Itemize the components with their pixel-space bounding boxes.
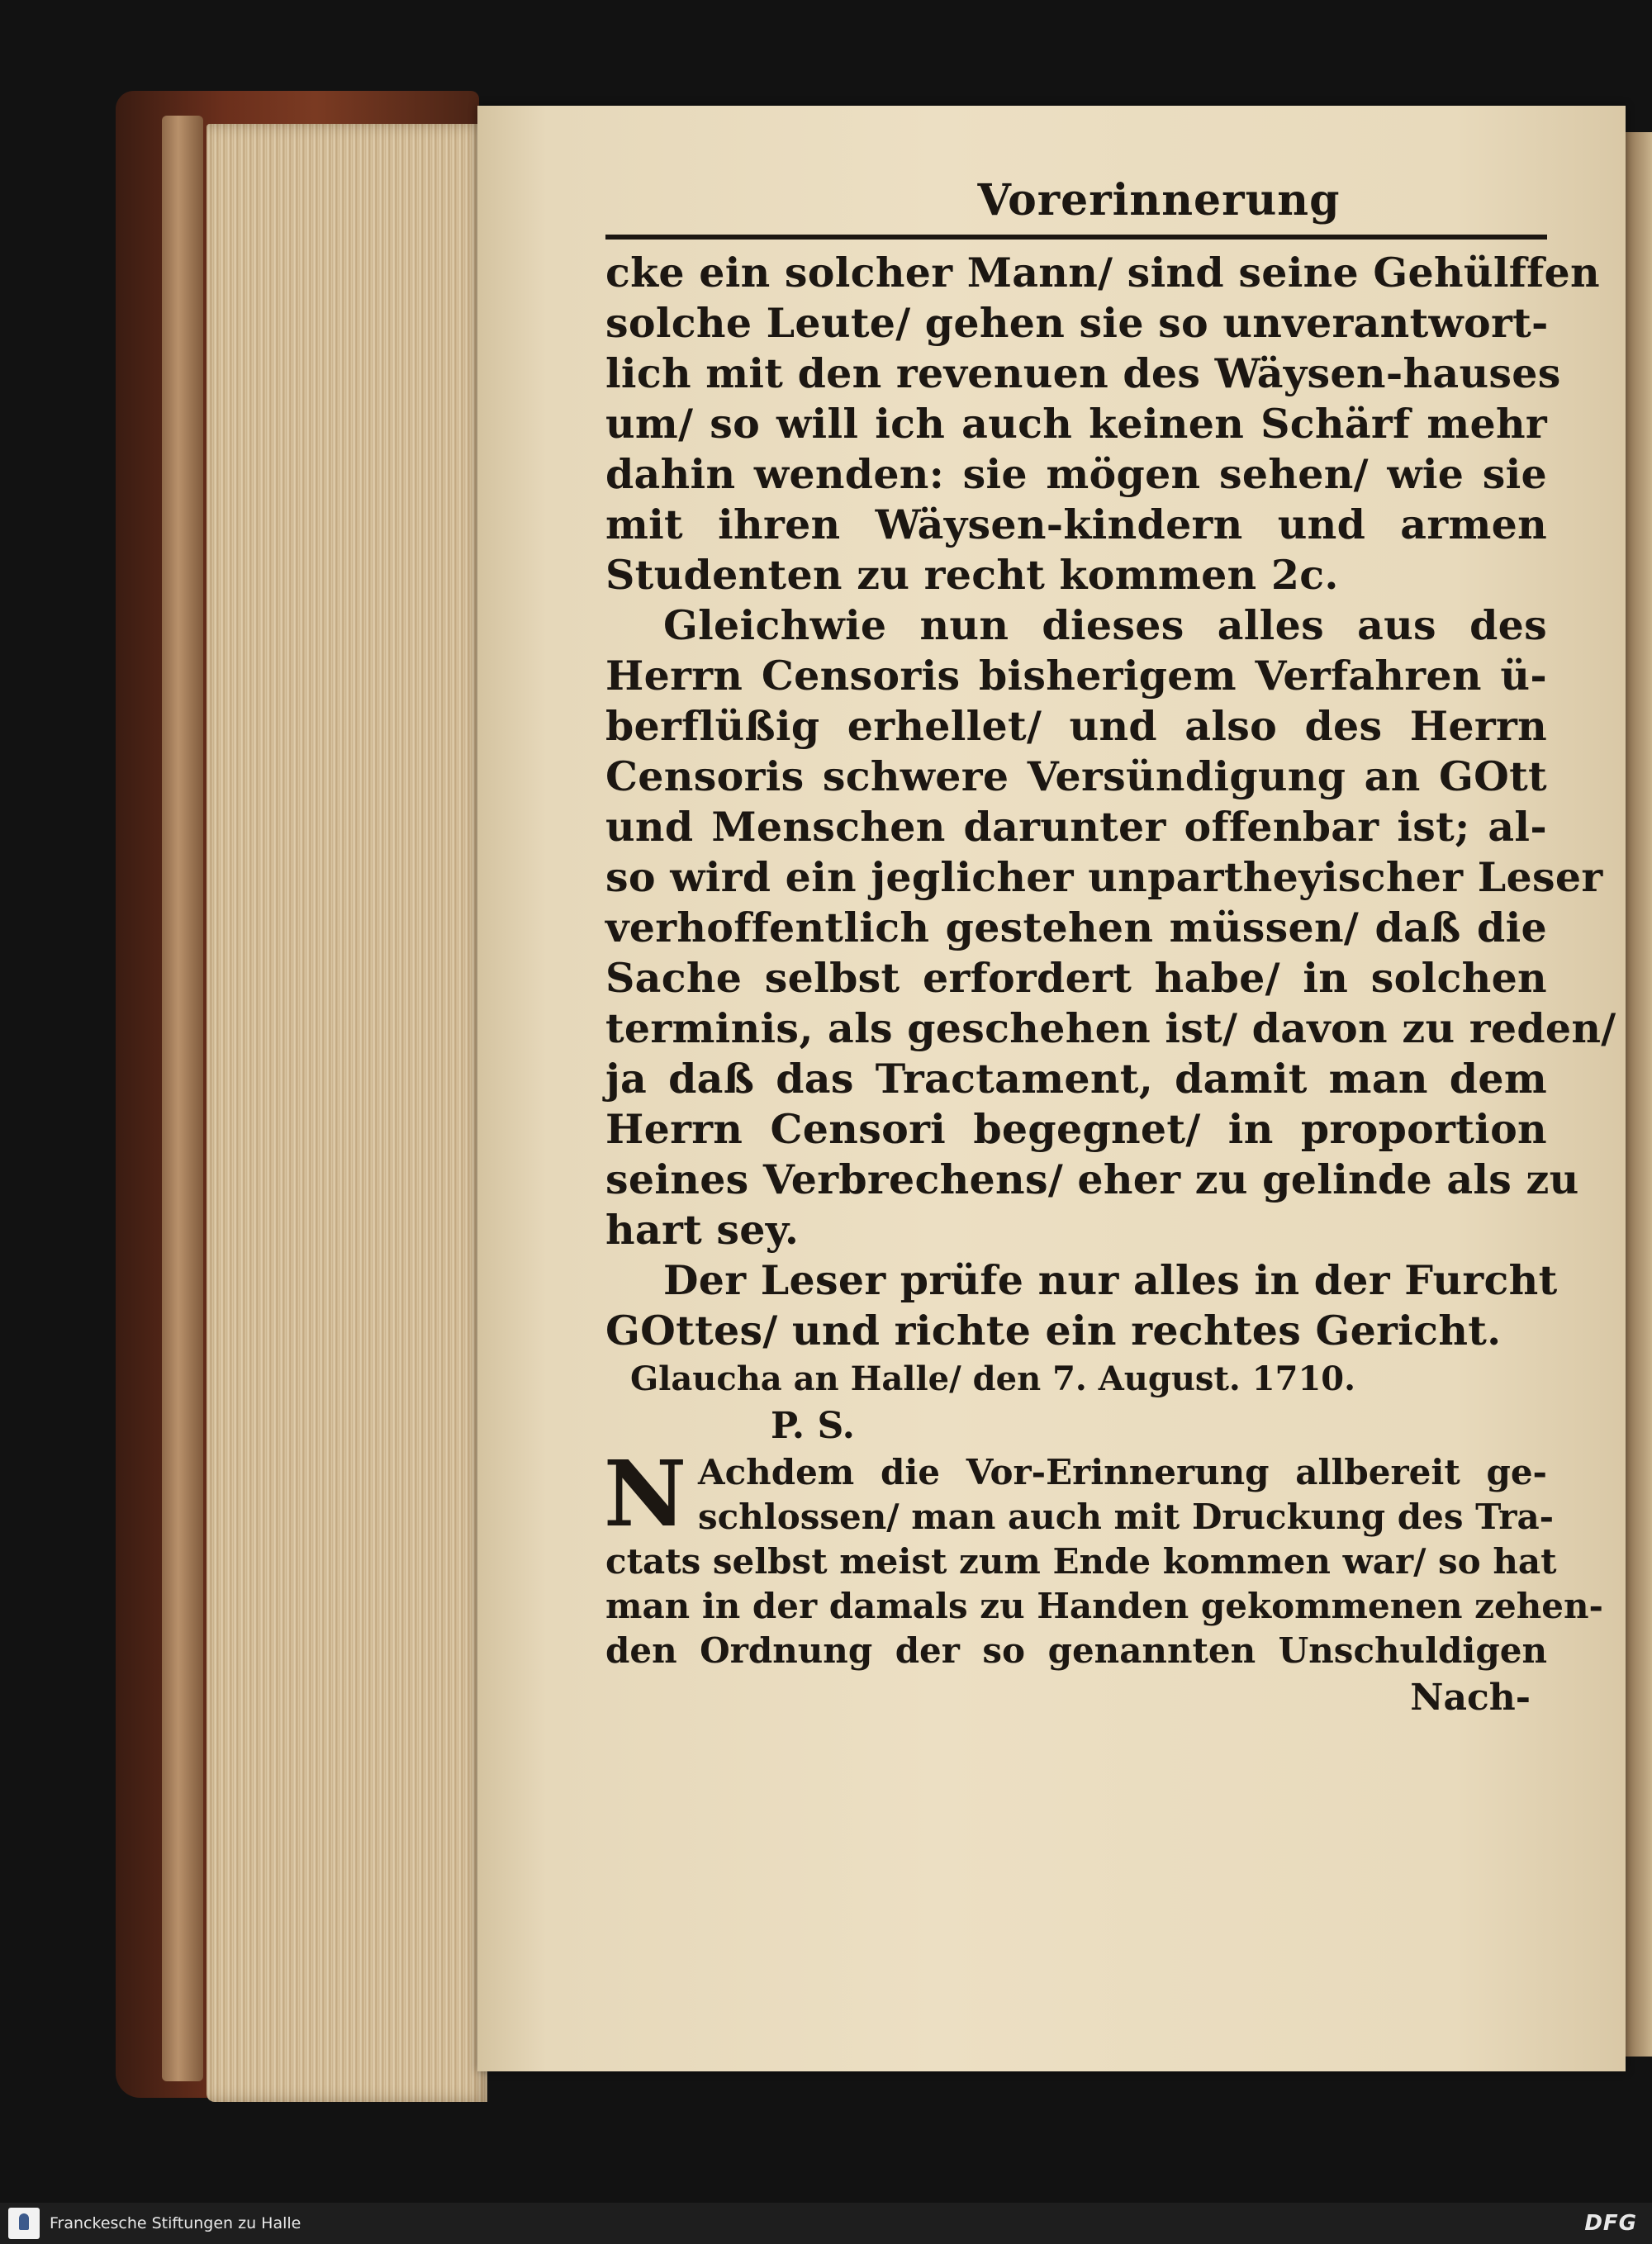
body-line: Herrn Censori begegnet/ in proportion xyxy=(605,1105,1547,1153)
body-line: Censoris schwere Versündigung an GOtt xyxy=(605,752,1547,800)
postscript-line: den Ordnung der so genannten Unschuldigen xyxy=(605,1630,1547,1671)
catchword: Nach- xyxy=(1410,1677,1531,1719)
body-line: dahin wenden: sie mögen sehen/ wie sie xyxy=(605,450,1547,498)
page-edges xyxy=(206,124,487,2102)
drop-cap: N xyxy=(603,1440,687,1547)
footer-bar xyxy=(0,2203,1652,2244)
body-line: solche Leute/ gehen sie so unverantwort- xyxy=(605,299,1549,347)
body-line: mit ihren Wäysen-kindern und armen xyxy=(605,501,1547,548)
body-line: um/ so will ich auch keinen Schärf mehr xyxy=(605,400,1547,448)
postscript-line: man in der damals zu Handen gekommenen zehen- xyxy=(605,1586,1603,1626)
body-line: Gleichwie nun dieses alles aus des xyxy=(663,601,1547,649)
body-line: verhoffentlich gestehen müssen/ daß die xyxy=(605,904,1547,951)
body-line: terminis, als geschehen ist/ davon zu reden/ xyxy=(605,1004,1616,1052)
postscript-block xyxy=(603,1440,1603,1673)
dfg-logo: DFG xyxy=(1584,2211,1637,2236)
postscript-line: Achdem die Vor-Erinnerung allbereit ge- xyxy=(698,1452,1547,1492)
body-line: und Menschen darunter offenbar ist; al- xyxy=(605,803,1547,851)
place-date: Glaucha an Halle/ den 7. August. 1710. xyxy=(630,1359,1356,1398)
postscript-line: ctats selbst meist zum Ende kommen war/ so hat xyxy=(605,1541,1557,1582)
body-line: hart sey. xyxy=(605,1206,800,1254)
body-line: so wird ein jeglicher unpartheyischer Leser xyxy=(605,853,1603,901)
body-line: ja daß das Tractament, damit man dem xyxy=(605,1055,1547,1103)
head-rule xyxy=(605,235,1547,240)
facing-page-edge xyxy=(1626,132,1652,2057)
postscript-line: schlossen/ man auch mit Druckung des Tra- xyxy=(698,1497,1555,1537)
body-line: Sache selbst erfordert habe/ in solchen xyxy=(605,954,1547,1002)
footer-institution: Franckesche Stiftungen zu Halle xyxy=(50,2214,301,2232)
body-line: Studenten zu recht kommen 2c. xyxy=(605,551,1339,599)
body-line: lich mit den revenuen des Wäysen-hauses xyxy=(605,349,1561,397)
text-block xyxy=(603,172,1616,1723)
postscript-label: P. S. xyxy=(771,1405,855,1447)
body-line: seines Verbrechens/ eher zu gelinde als zu xyxy=(605,1155,1579,1203)
institution-logo-icon xyxy=(8,2208,40,2239)
body-line: berflüßig erhellet/ und also des Herrn xyxy=(605,702,1547,750)
body-line: Der Leser prüfe nur alles in der Furcht xyxy=(663,1256,1558,1304)
running-head: Vorerinnerung xyxy=(977,175,1341,225)
body-line: GOttes/ und richte ein rechtes Gericht. xyxy=(605,1307,1502,1354)
cover-spine-edge xyxy=(162,116,203,2081)
body-line: cke ein solcher Mann/ sind seine Gehülffen xyxy=(605,249,1600,297)
printed-page xyxy=(477,106,1626,2071)
body-line: Herrn Censoris bisherigem Verfahren ü- xyxy=(605,652,1547,700)
